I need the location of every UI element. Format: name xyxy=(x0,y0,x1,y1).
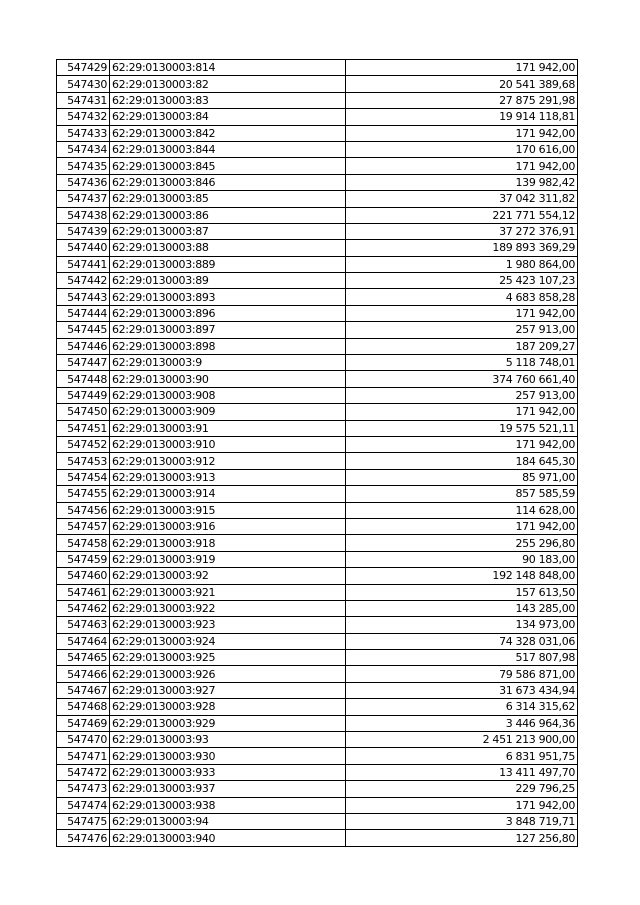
row-number-cell: 547439 xyxy=(57,223,110,239)
cadastral-number-cell: 62:29:0130003:897 xyxy=(110,322,346,338)
cadastral-value-cell: 171 942,00 xyxy=(346,797,578,813)
table-row xyxy=(57,273,578,289)
row-number-cell: 547429 xyxy=(57,60,110,76)
row-number-cell: 547461 xyxy=(57,584,110,600)
cadastral-value-cell: 85 971,00 xyxy=(346,469,578,485)
cadastral-number-cell: 62:29:0130003:898 xyxy=(110,338,346,354)
cadastral-number-cell: 62:29:0130003:84 xyxy=(110,109,346,125)
table-row xyxy=(57,617,578,633)
cadastral-value-table xyxy=(56,59,578,847)
table-row xyxy=(57,436,578,452)
cadastral-value-cell: 229 796,25 xyxy=(346,781,578,797)
table-row xyxy=(57,174,578,190)
table-row xyxy=(57,568,578,584)
row-number-cell: 547442 xyxy=(57,273,110,289)
cadastral-number-cell: 62:29:0130003:91 xyxy=(110,420,346,436)
row-number-cell: 547455 xyxy=(57,486,110,502)
cadastral-value-cell: 19 575 521,11 xyxy=(346,420,578,436)
table-row xyxy=(57,666,578,682)
row-number-cell: 547453 xyxy=(57,453,110,469)
cadastral-number-cell: 62:29:0130003:937 xyxy=(110,781,346,797)
row-number-cell: 547466 xyxy=(57,666,110,682)
row-number-cell: 547434 xyxy=(57,141,110,157)
table-row xyxy=(57,469,578,485)
table-row xyxy=(57,813,578,829)
cadastral-number-cell: 62:29:0130003:92 xyxy=(110,568,346,584)
cadastral-number-cell: 62:29:0130003:922 xyxy=(110,600,346,616)
row-number-cell: 547459 xyxy=(57,551,110,567)
row-number-cell: 547468 xyxy=(57,699,110,715)
cadastral-number-cell: 62:29:0130003:86 xyxy=(110,207,346,223)
cadastral-value-cell: 171 942,00 xyxy=(346,125,578,141)
cadastral-value-cell: 27 875 291,98 xyxy=(346,92,578,108)
cadastral-number-cell: 62:29:0130003:842 xyxy=(110,125,346,141)
cadastral-number-cell: 62:29:0130003:916 xyxy=(110,518,346,534)
table-row xyxy=(57,322,578,338)
cadastral-value-cell: 3 446 964,36 xyxy=(346,715,578,731)
cadastral-number-cell: 62:29:0130003:912 xyxy=(110,453,346,469)
cadastral-value-cell: 74 328 031,06 xyxy=(346,633,578,649)
row-number-cell: 547470 xyxy=(57,732,110,748)
table-row xyxy=(57,650,578,666)
cadastral-value-cell: 187 209,27 xyxy=(346,338,578,354)
table-row xyxy=(57,633,578,649)
row-number-cell: 547433 xyxy=(57,125,110,141)
table-row xyxy=(57,453,578,469)
cadastral-value-cell: 517 807,98 xyxy=(346,650,578,666)
cadastral-value-cell: 114 628,00 xyxy=(346,502,578,518)
cadastral-value-cell: 171 942,00 xyxy=(346,158,578,174)
cadastral-value-cell: 13 411 497,70 xyxy=(346,764,578,780)
cadastral-number-cell: 62:29:0130003:845 xyxy=(110,158,346,174)
cadastral-value-cell: 37 042 311,82 xyxy=(346,191,578,207)
row-number-cell: 547448 xyxy=(57,371,110,387)
cadastral-value-cell: 19 914 118,81 xyxy=(346,109,578,125)
row-number-cell: 547463 xyxy=(57,617,110,633)
cadastral-value-cell: 1 980 864,00 xyxy=(346,256,578,272)
cadastral-value-cell: 25 423 107,23 xyxy=(346,273,578,289)
cadastral-number-cell: 62:29:0130003:87 xyxy=(110,223,346,239)
row-number-cell: 547447 xyxy=(57,355,110,371)
table-body xyxy=(57,60,578,847)
cadastral-number-cell: 62:29:0130003:923 xyxy=(110,617,346,633)
row-number-cell: 547441 xyxy=(57,256,110,272)
table-row xyxy=(57,256,578,272)
row-number-cell: 547454 xyxy=(57,469,110,485)
table-row xyxy=(57,682,578,698)
row-number-cell: 547469 xyxy=(57,715,110,731)
table-row xyxy=(57,502,578,518)
cadastral-number-cell: 62:29:0130003:924 xyxy=(110,633,346,649)
row-number-cell: 547458 xyxy=(57,535,110,551)
cadastral-number-cell: 62:29:0130003:921 xyxy=(110,584,346,600)
cadastral-number-cell: 62:29:0130003:915 xyxy=(110,502,346,518)
row-number-cell: 547446 xyxy=(57,338,110,354)
cadastral-value-cell: 90 183,00 xyxy=(346,551,578,567)
cadastral-value-cell: 143 285,00 xyxy=(346,600,578,616)
cadastral-value-cell: 170 616,00 xyxy=(346,141,578,157)
table-row xyxy=(57,289,578,305)
cadastral-number-cell: 62:29:0130003:908 xyxy=(110,387,346,403)
row-number-cell: 547451 xyxy=(57,420,110,436)
row-number-cell: 547476 xyxy=(57,830,110,846)
row-number-cell: 547473 xyxy=(57,781,110,797)
row-number-cell: 547460 xyxy=(57,568,110,584)
table-row xyxy=(57,305,578,321)
cadastral-value-cell: 857 585,59 xyxy=(346,486,578,502)
cadastral-value-cell: 171 942,00 xyxy=(346,518,578,534)
cadastral-number-cell: 62:29:0130003:913 xyxy=(110,469,346,485)
row-number-cell: 547464 xyxy=(57,633,110,649)
table-row xyxy=(57,600,578,616)
cadastral-number-cell: 62:29:0130003:844 xyxy=(110,141,346,157)
table-row xyxy=(57,781,578,797)
cadastral-number-cell: 62:29:0130003:926 xyxy=(110,666,346,682)
cadastral-number-cell: 62:29:0130003:928 xyxy=(110,699,346,715)
cadastral-number-cell: 62:29:0130003:88 xyxy=(110,240,346,256)
cadastral-number-cell: 62:29:0130003:82 xyxy=(110,76,346,92)
table-row xyxy=(57,338,578,354)
row-number-cell: 547474 xyxy=(57,797,110,813)
row-number-cell: 547438 xyxy=(57,207,110,223)
row-number-cell: 547443 xyxy=(57,289,110,305)
cadastral-value-cell: 257 913,00 xyxy=(346,387,578,403)
row-number-cell: 547456 xyxy=(57,502,110,518)
row-number-cell: 547435 xyxy=(57,158,110,174)
table-row xyxy=(57,404,578,420)
table-row xyxy=(57,371,578,387)
cadastral-value-cell: 189 893 369,29 xyxy=(346,240,578,256)
table-row xyxy=(57,223,578,239)
table-row xyxy=(57,732,578,748)
table-row xyxy=(57,551,578,567)
cadastral-number-cell: 62:29:0130003:93 xyxy=(110,732,346,748)
table-row xyxy=(57,699,578,715)
row-number-cell: 547432 xyxy=(57,109,110,125)
table-row xyxy=(57,355,578,371)
row-number-cell: 547467 xyxy=(57,682,110,698)
table-row xyxy=(57,240,578,256)
row-number-cell: 547452 xyxy=(57,436,110,452)
cadastral-number-cell: 62:29:0130003:929 xyxy=(110,715,346,731)
cadastral-value-cell: 257 913,00 xyxy=(346,322,578,338)
row-number-cell: 547444 xyxy=(57,305,110,321)
table-row xyxy=(57,141,578,157)
cadastral-number-cell: 62:29:0130003:909 xyxy=(110,404,346,420)
row-number-cell: 547472 xyxy=(57,764,110,780)
cadastral-number-cell: 62:29:0130003:933 xyxy=(110,764,346,780)
table-row xyxy=(57,109,578,125)
cadastral-number-cell: 62:29:0130003:896 xyxy=(110,305,346,321)
cadastral-value-cell: 3 848 719,71 xyxy=(346,813,578,829)
row-number-cell: 547436 xyxy=(57,174,110,190)
cadastral-value-cell: 139 982,42 xyxy=(346,174,578,190)
cadastral-value-cell: 374 760 661,40 xyxy=(346,371,578,387)
cadastral-value-cell: 37 272 376,91 xyxy=(346,223,578,239)
row-number-cell: 547457 xyxy=(57,518,110,534)
table-row xyxy=(57,207,578,223)
table-row xyxy=(57,158,578,174)
cadastral-value-cell: 134 973,00 xyxy=(346,617,578,633)
cadastral-number-cell: 62:29:0130003:893 xyxy=(110,289,346,305)
cadastral-number-cell: 62:29:0130003:9 xyxy=(110,355,346,371)
cadastral-value-cell: 31 673 434,94 xyxy=(346,682,578,698)
table-row xyxy=(57,764,578,780)
table-row xyxy=(57,715,578,731)
table-row xyxy=(57,76,578,92)
cadastral-value-cell: 171 942,00 xyxy=(346,60,578,76)
row-number-cell: 547440 xyxy=(57,240,110,256)
row-number-cell: 547437 xyxy=(57,191,110,207)
cadastral-value-cell: 20 541 389,68 xyxy=(346,76,578,92)
cadastral-number-cell: 62:29:0130003:846 xyxy=(110,174,346,190)
table-row xyxy=(57,797,578,813)
cadastral-number-cell: 62:29:0130003:930 xyxy=(110,748,346,764)
table-row xyxy=(57,584,578,600)
row-number-cell: 547431 xyxy=(57,92,110,108)
cadastral-number-cell: 62:29:0130003:85 xyxy=(110,191,346,207)
cadastral-value-cell: 5 118 748,01 xyxy=(346,355,578,371)
cadastral-value-cell: 171 942,00 xyxy=(346,305,578,321)
table-row xyxy=(57,748,578,764)
cadastral-value-cell: 192 148 848,00 xyxy=(346,568,578,584)
table-row xyxy=(57,191,578,207)
cadastral-number-cell: 62:29:0130003:940 xyxy=(110,830,346,846)
cadastral-number-cell: 62:29:0130003:814 xyxy=(110,60,346,76)
row-number-cell: 547449 xyxy=(57,387,110,403)
table-row xyxy=(57,830,578,846)
row-number-cell: 547450 xyxy=(57,404,110,420)
cadastral-value-cell: 171 942,00 xyxy=(346,404,578,420)
cadastral-number-cell: 62:29:0130003:89 xyxy=(110,273,346,289)
cadastral-number-cell: 62:29:0130003:919 xyxy=(110,551,346,567)
cadastral-number-cell: 62:29:0130003:889 xyxy=(110,256,346,272)
cadastral-number-cell: 62:29:0130003:925 xyxy=(110,650,346,666)
row-number-cell: 547445 xyxy=(57,322,110,338)
cadastral-value-cell: 6 831 951,75 xyxy=(346,748,578,764)
table-row xyxy=(57,518,578,534)
cadastral-value-cell: 2 451 213 900,00 xyxy=(346,732,578,748)
cadastral-number-cell: 62:29:0130003:927 xyxy=(110,682,346,698)
row-number-cell: 547430 xyxy=(57,76,110,92)
cadastral-number-cell: 62:29:0130003:90 xyxy=(110,371,346,387)
table-row xyxy=(57,387,578,403)
cadastral-value-cell: 255 296,80 xyxy=(346,535,578,551)
row-number-cell: 547462 xyxy=(57,600,110,616)
cadastral-value-cell: 157 613,50 xyxy=(346,584,578,600)
table-row xyxy=(57,420,578,436)
cadastral-number-cell: 62:29:0130003:938 xyxy=(110,797,346,813)
cadastral-number-cell: 62:29:0130003:914 xyxy=(110,486,346,502)
cadastral-number-cell: 62:29:0130003:94 xyxy=(110,813,346,829)
cadastral-value-cell: 184 645,30 xyxy=(346,453,578,469)
table-row xyxy=(57,535,578,551)
table-row xyxy=(57,92,578,108)
cadastral-value-cell: 221 771 554,12 xyxy=(346,207,578,223)
cadastral-value-cell: 6 314 315,62 xyxy=(346,699,578,715)
cadastral-value-cell: 171 942,00 xyxy=(346,436,578,452)
cadastral-number-cell: 62:29:0130003:83 xyxy=(110,92,346,108)
table-row xyxy=(57,486,578,502)
cadastral-number-cell: 62:29:0130003:918 xyxy=(110,535,346,551)
cadastral-value-cell: 79 586 871,00 xyxy=(346,666,578,682)
row-number-cell: 547465 xyxy=(57,650,110,666)
table-row xyxy=(57,60,578,76)
cadastral-value-cell: 4 683 858,28 xyxy=(346,289,578,305)
cadastral-number-cell: 62:29:0130003:910 xyxy=(110,436,346,452)
row-number-cell: 547471 xyxy=(57,748,110,764)
cadastral-value-cell: 127 256,80 xyxy=(346,830,578,846)
table-row xyxy=(57,125,578,141)
row-number-cell: 547475 xyxy=(57,813,110,829)
